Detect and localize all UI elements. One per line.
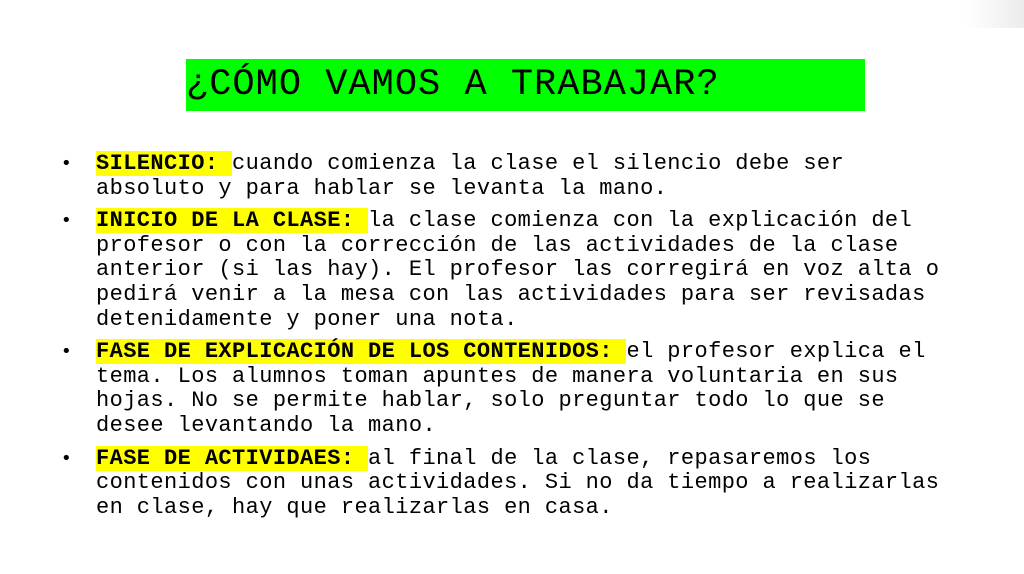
bullet-icon: •: [61, 341, 73, 363]
bullet-icon: •: [61, 153, 73, 174]
item-text: cuando comienza la clase el silencio debe ser absoluto y para hablar se levanta la mano.: [96, 151, 845, 201]
bullet-list: [56, 152, 956, 528]
item-label: INICIO DE LA CLASE:: [96, 208, 369, 234]
item-text: al final de la clase, repasaremos los contenidos con unas actividades. Si no da tiempo a realizarlas en clase, hay que realizarlas en casa.: [96, 445, 940, 520]
slide-title: ¿CÓMO VAMOS A TRABAJAR?: [186, 64, 720, 106]
list-item-inicio: [56, 209, 956, 332]
item-text: el profesor explica el tema. Los alumnos toman apuntes de manera voluntaria en sus hojas. No se permite hablar, solo preguntar todo lo que se desee levantando la mano.: [96, 339, 926, 438]
item-label: FASE DE EXPLICACIÓN DE LOS CONTENIDOS:: [96, 339, 627, 365]
bullet-icon: •: [61, 447, 73, 469]
title-highlight: [186, 59, 865, 111]
item-text: la clase comienza con la explicación del profesor o con la corrección de las actividades de la clase anterior (si las hay). El profesor las corregirá en voz alta o pedirá venir a la mesa con las actividades para ser revisadas detenidamente y poner una nota.: [96, 208, 940, 332]
list-item-actividades: [56, 447, 956, 521]
list-item-silencio: [56, 152, 956, 201]
item-label: FASE DE ACTIVIDAES:: [96, 445, 369, 471]
list-item-explicacion: [56, 340, 956, 438]
bullet-icon: •: [61, 210, 73, 232]
item-label: SILENCIO:: [96, 151, 233, 176]
corner-decoration: [964, 0, 1024, 28]
